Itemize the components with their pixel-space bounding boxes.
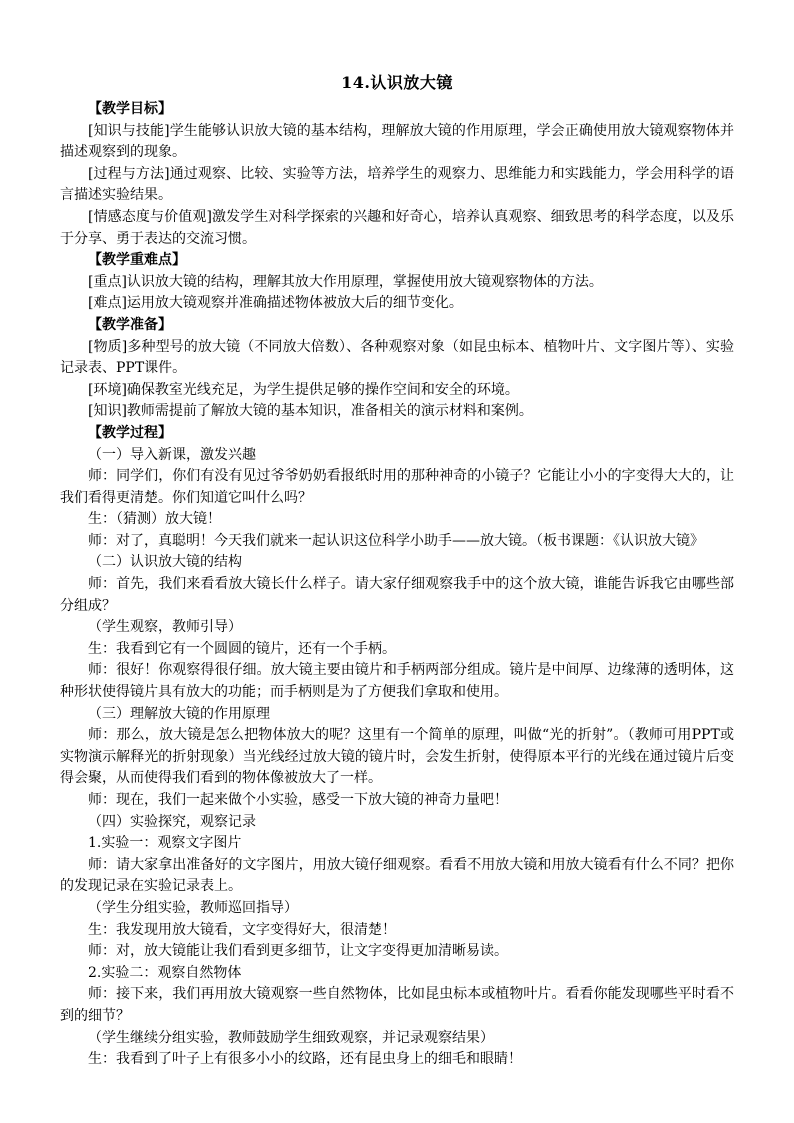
paragraph: 师：接下来，我们再用放大镜观察一些自然物体，比如昆虫标本或植物叶片。看看你能发现哪些平时看不到的细节？ <box>60 986 734 1024</box>
document-page <box>60 72 734 1071</box>
paragraph: 师：现在，我们一起来做个小实验，感受一下放大镜的神奇力量吧！ <box>88 792 508 808</box>
paragraph: [过程与方法]通过观察、比较、实验等方法，培养学生的观察力、思维能力和实践能力，学会用科学的语言描述实验结果。 <box>60 165 734 204</box>
paragraph: 师：首先，我们来看看放大镜长什么样子。请大家仔细观察我手中的这个放大镜，谁能告诉我它由哪些部分组成？ <box>60 576 734 614</box>
paragraph: 师：那么，放大镜是怎么把物体放大的呢？这里有一个简单的原理，叫做“光的折射”。（教师可用PPT或实物演示解释光的折射现象）当光线经过放大镜的镜片时，会发生折射，使得原本平行的光线在通过镜片后变得会聚，从而使得我们看到的物体像被放大了一样。 <box>60 727 734 787</box>
paragraph: （学生继续分组实验，教师鼓励学生细致观察，并记录观察结果） <box>88 1029 494 1046</box>
paragraph: 师：对了，真聪明！今天我们就来一起认识这位科学小助手——放大镜。（板书课题：《认识放大镜》 <box>88 532 704 549</box>
paragraph: （一）导入新课，激发兴趣 <box>88 446 256 463</box>
paragraph: [环境]确保教室光线充足，为学生提供足够的操作空间和安全的环境。 <box>88 381 519 398</box>
paragraph: （学生分组实验，教师巡回指导） <box>88 899 298 916</box>
document-title: 14.认识放大镜 <box>341 73 453 92</box>
paragraph: 生：我看到了叶子上有很多小小的纹路，还有昆虫身上的细毛和眼睛！ <box>88 1051 522 1068</box>
section-heading: 【教学准备】 <box>88 316 172 333</box>
paragraph: （四）实验探究，观察记录 <box>88 813 256 830</box>
paragraph: [难点]运用放大镜观察并准确描述物体被放大后的细节变化。 <box>88 295 463 312</box>
paragraph: （学生观察，教师引导） <box>88 619 242 636</box>
paragraph: （三）理解放大镜的作用原理 <box>88 705 270 722</box>
paragraph: 师：很好！你观察得很仔细。放大镜主要由镜片和手柄两部分组成。镜片是中间厚、边缘薄的透明体，这种形状使得镜片具有放大的功能；而手柄则是为了方便我们拿取和使用。 <box>60 662 734 701</box>
paragraph: [知识]教师需提前了解放大镜的基本知识，准备相关的演示材料和案例。 <box>88 403 533 420</box>
section-heading: 【教学重难点】 <box>88 252 186 269</box>
document-body <box>60 99 734 1071</box>
section-heading: 【教学过程】 <box>88 424 172 441</box>
paragraph: [知识与技能]学生能够认识放大镜的基本结构，理解放大镜的作用原理，学会正确使用放大镜观察物体并描述观察到的现象。 <box>60 122 734 161</box>
paragraph: 2.实验二：观察自然物体 <box>88 964 242 981</box>
paragraph: 师：请大家拿出准备好的文字图片，用放大镜仔细观察。看看不用放大镜和用放大镜看有什么不同？把你的发现记录在实验记录表上。 <box>60 856 734 895</box>
paragraph: 师：对，放大镜能让我们看到更多细节，让文字变得更加清晰易读。 <box>88 943 508 960</box>
paragraph: 生：我发现用放大镜看，文字变得好大，很清楚！ <box>88 921 396 938</box>
paragraph: 1.实验一：观察文字图片 <box>88 835 242 852</box>
section-heading: 【教学目标】 <box>88 101 172 117</box>
paragraph: [情感态度与价值观]激发学生对科学探索的兴趣和好奇心，培养认真观察、细致思考的科学态度，以及乐于分享、勇于表达的交流习惯。 <box>60 208 734 247</box>
paragraph: 生：（猜测）放大镜！ <box>88 511 221 528</box>
paragraph: （二）认识放大镜的结构 <box>88 554 242 571</box>
paragraph: 生：我看到它有一个圆圆的镜片，还有一个手柄。 <box>88 640 396 657</box>
paragraph: [重点]认识放大镜的结构，理解其放大作用原理，掌握使用放大镜观察物体的方法。 <box>88 273 603 290</box>
paragraph: 师：同学们，你们有没有见过爷爷奶奶看报纸时用的那种神奇的小镜子？它能让小小的字变得大大的，让我们看得更清楚。你们知道它叫什么吗？ <box>60 468 734 506</box>
paragraph: [物质]多种型号的放大镜（不同放大倍数）、各种观察对象（如昆虫标本、植物叶片、文字图片等）、实验记录表、PPT课件。 <box>60 338 734 377</box>
